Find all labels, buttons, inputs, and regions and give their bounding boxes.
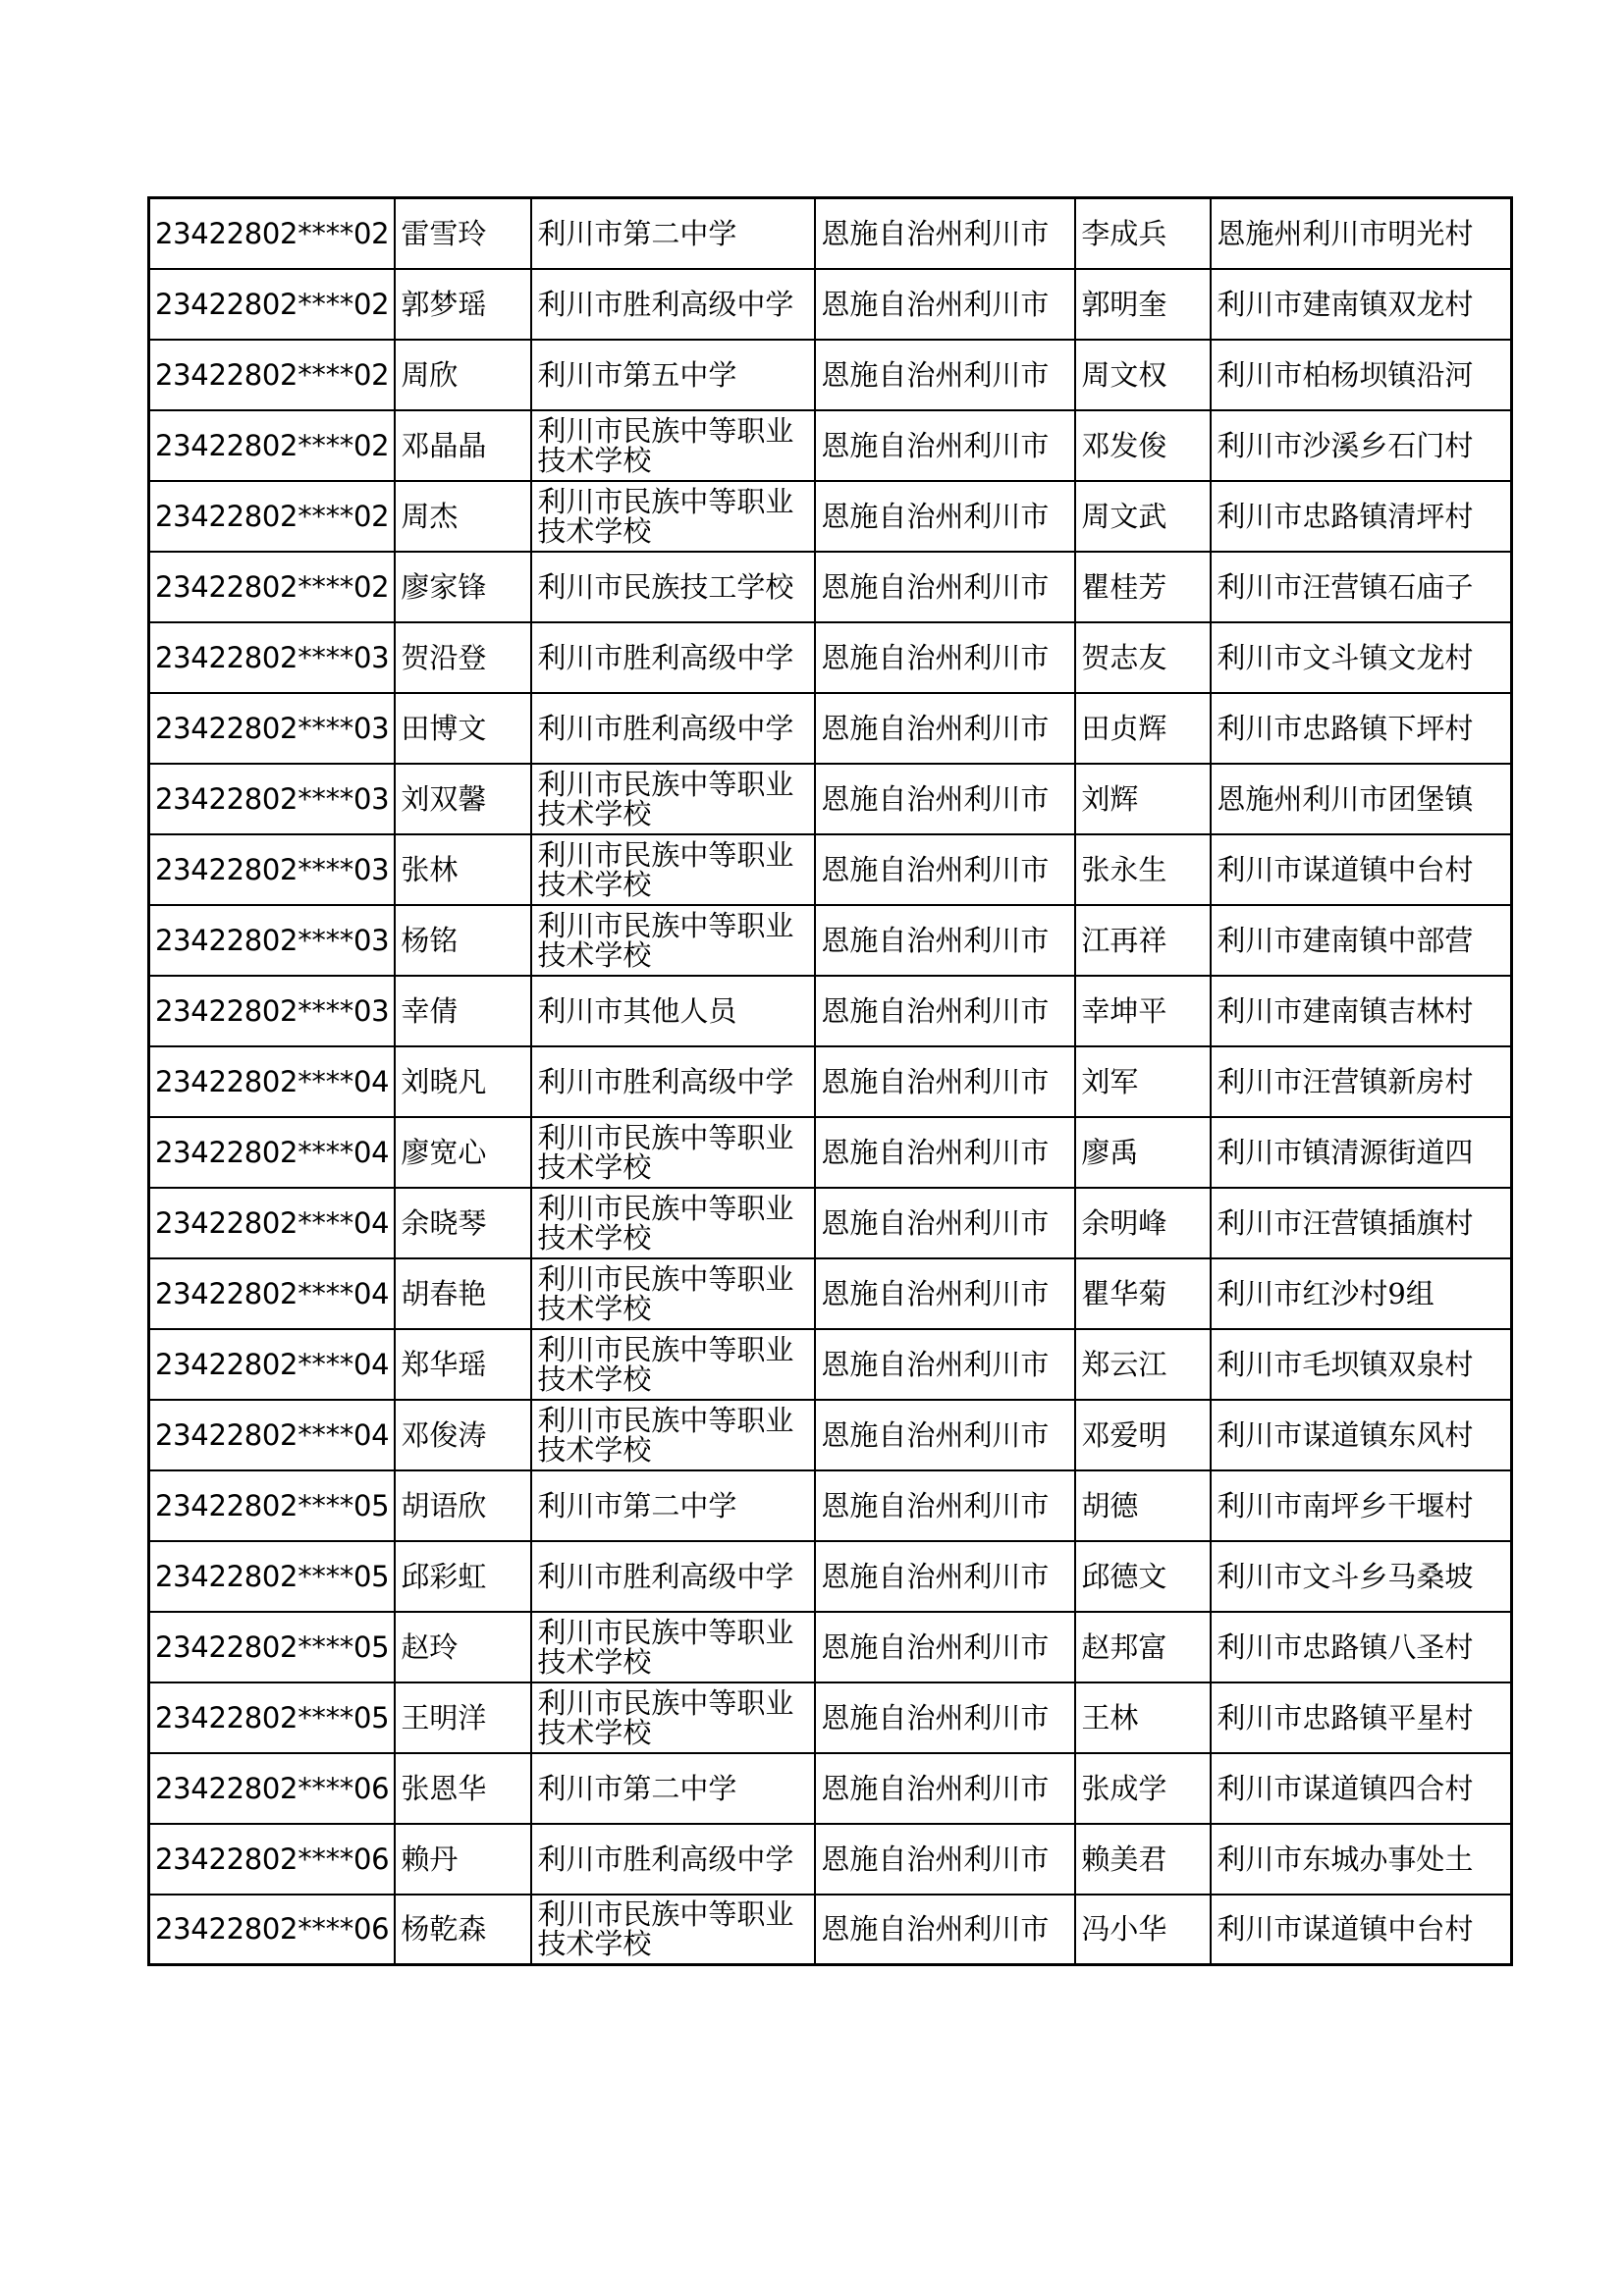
school-cell — [531, 1612, 815, 1682]
region-cell: 恩施自治州利川市 — [815, 764, 1075, 834]
student-name-cell: 胡春艳 — [395, 1258, 531, 1329]
region-cell: 恩施自治州利川市 — [815, 1046, 1075, 1117]
school-name-line: 利川市民族中等职业 — [537, 767, 794, 801]
table-row — [149, 1682, 1512, 1753]
table-row — [149, 1258, 1512, 1329]
student-name-cell: 王明洋 — [395, 1682, 531, 1753]
record-id-cell: 23422802****05 — [149, 1541, 396, 1612]
address-cell: 利川市汪营镇石庙子 — [1211, 552, 1511, 622]
school-cell — [531, 1895, 815, 1965]
region-cell: 恩施自治州利川市 — [815, 481, 1075, 552]
guardian-name-cell: 赵邦富 — [1075, 1612, 1211, 1682]
guardian-name-cell: 周文武 — [1075, 481, 1211, 552]
address-cell: 利川市谋道镇中台村 — [1211, 834, 1511, 905]
school-cell — [531, 1258, 815, 1329]
school-name-line: 技术学校 — [537, 1291, 652, 1325]
school-name-line: 利川市胜利高级中学 — [537, 640, 794, 674]
roster-table-body — [149, 198, 1512, 1965]
school-name-line: 利川市民族中等职业 — [537, 1332, 794, 1366]
school-name-line: 利川市第二中学 — [537, 1488, 737, 1522]
guardian-name-cell: 瞿桂芳 — [1075, 552, 1211, 622]
region-cell: 恩施自治州利川市 — [815, 1895, 1075, 1965]
table-row — [149, 552, 1512, 622]
guardian-name-cell: 郭明奎 — [1075, 269, 1211, 340]
region-cell: 恩施自治州利川市 — [815, 1188, 1075, 1258]
student-name-cell: 贺沿登 — [395, 622, 531, 693]
school-name-line: 利川市胜利高级中学 — [537, 1064, 794, 1098]
table-row — [149, 976, 1512, 1046]
record-id-cell: 23422802****05 — [149, 1682, 396, 1753]
student-name-cell: 胡语欣 — [395, 1470, 531, 1541]
school-name-line: 利川市民族中等职业 — [537, 837, 794, 872]
region-cell: 恩施自治州利川市 — [815, 1329, 1075, 1400]
address-cell: 利川市文斗乡马桑坡 — [1211, 1541, 1511, 1612]
record-id-cell: 23422802****02 — [149, 410, 396, 481]
address-cell: 利川市建南镇吉林村 — [1211, 976, 1511, 1046]
student-name-cell: 赖丹 — [395, 1824, 531, 1895]
student-name-cell: 田博文 — [395, 693, 531, 764]
region-cell: 恩施自治州利川市 — [815, 1400, 1075, 1470]
school-name-line: 利川市胜利高级中学 — [537, 1842, 794, 1876]
record-id-cell: 23422802****03 — [149, 976, 396, 1046]
record-id-cell: 23422802****06 — [149, 1824, 396, 1895]
student-name-cell: 幸倩 — [395, 976, 531, 1046]
address-cell: 利川市柏杨坝镇沿河 — [1211, 340, 1511, 410]
school-cell — [531, 1682, 815, 1753]
school-name-line: 技术学校 — [537, 1432, 652, 1467]
table-row — [149, 1824, 1512, 1895]
address-cell: 利川市忠路镇八圣村 — [1211, 1612, 1511, 1682]
guardian-name-cell: 王林 — [1075, 1682, 1211, 1753]
region-cell: 恩施自治州利川市 — [815, 1612, 1075, 1682]
record-id-cell: 23422802****02 — [149, 340, 396, 410]
school-name-line: 利川市胜利高级中学 — [537, 711, 794, 745]
address-cell: 利川市东城办事处土 — [1211, 1824, 1511, 1895]
school-cell — [531, 340, 815, 410]
address-cell: 利川市谋道镇中台村 — [1211, 1895, 1511, 1965]
region-cell: 恩施自治州利川市 — [815, 552, 1075, 622]
guardian-name-cell: 江再祥 — [1075, 905, 1211, 976]
address-cell: 利川市忠路镇平星村 — [1211, 1682, 1511, 1753]
school-name-line: 利川市胜利高级中学 — [537, 287, 794, 321]
record-id-cell: 23422802****03 — [149, 693, 396, 764]
region-cell: 恩施自治州利川市 — [815, 340, 1075, 410]
guardian-name-cell: 李成兵 — [1075, 198, 1211, 269]
guardian-name-cell: 周文权 — [1075, 340, 1211, 410]
record-id-cell: 23422802****04 — [149, 1046, 396, 1117]
student-name-cell: 周欣 — [395, 340, 531, 410]
record-id-cell: 23422802****02 — [149, 552, 396, 622]
school-name-line: 技术学校 — [537, 513, 652, 548]
region-cell: 恩施自治州利川市 — [815, 693, 1075, 764]
region-cell: 恩施自治州利川市 — [815, 1117, 1075, 1188]
school-cell — [531, 1117, 815, 1188]
student-name-cell: 郑华瑶 — [395, 1329, 531, 1400]
table-row — [149, 1329, 1512, 1400]
student-name-cell: 余晓琴 — [395, 1188, 531, 1258]
school-cell — [531, 1753, 815, 1824]
table-row — [149, 834, 1512, 905]
address-cell: 利川市忠路镇清坪村 — [1211, 481, 1511, 552]
student-name-cell: 杨铭 — [395, 905, 531, 976]
table-row — [149, 1046, 1512, 1117]
school-name-line: 技术学校 — [537, 937, 652, 972]
address-cell: 利川市建南镇双龙村 — [1211, 269, 1511, 340]
student-name-cell: 邱彩虹 — [395, 1541, 531, 1612]
guardian-name-cell: 余明峰 — [1075, 1188, 1211, 1258]
student-name-cell: 郭梦瑶 — [395, 269, 531, 340]
student-name-cell: 邓俊涛 — [395, 1400, 531, 1470]
school-name-line: 利川市其他人员 — [537, 993, 737, 1028]
school-name-line: 利川市第二中学 — [537, 216, 737, 250]
school-cell — [531, 1188, 815, 1258]
guardian-name-cell: 幸坤平 — [1075, 976, 1211, 1046]
school-cell — [531, 1329, 815, 1400]
region-cell: 恩施自治州利川市 — [815, 1541, 1075, 1612]
school-name-line: 利川市第二中学 — [537, 1771, 737, 1805]
school-name-line: 利川市民族中等职业 — [537, 484, 794, 518]
school-cell — [531, 834, 815, 905]
guardian-name-cell: 刘军 — [1075, 1046, 1211, 1117]
table-row — [149, 905, 1512, 976]
school-name-line: 技术学校 — [537, 796, 652, 830]
school-name-line: 利川市民族中等职业 — [537, 1403, 794, 1437]
region-cell: 恩施自治州利川市 — [815, 1753, 1075, 1824]
school-name-line: 技术学校 — [537, 867, 652, 901]
record-id-cell: 23422802****02 — [149, 481, 396, 552]
school-name-line: 利川市民族中等职业 — [537, 413, 794, 448]
student-name-cell: 张林 — [395, 834, 531, 905]
guardian-name-cell: 张永生 — [1075, 834, 1211, 905]
table-row — [149, 1188, 1512, 1258]
guardian-name-cell: 胡德 — [1075, 1470, 1211, 1541]
school-name-line: 利川市民族中等职业 — [537, 1191, 794, 1225]
school-cell — [531, 905, 815, 976]
region-cell: 恩施自治州利川市 — [815, 269, 1075, 340]
address-cell: 利川市忠路镇下坪村 — [1211, 693, 1511, 764]
guardian-name-cell: 冯小华 — [1075, 1895, 1211, 1965]
table-row — [149, 622, 1512, 693]
table-row — [149, 269, 1512, 340]
region-cell: 恩施自治州利川市 — [815, 198, 1075, 269]
guardian-name-cell: 邱德文 — [1075, 1541, 1211, 1612]
region-cell: 恩施自治州利川市 — [815, 410, 1075, 481]
table-row — [149, 410, 1512, 481]
school-cell — [531, 1824, 815, 1895]
school-name-line: 利川市民族中等职业 — [537, 1261, 794, 1296]
school-name-line: 利川市第五中学 — [537, 357, 737, 392]
record-id-cell: 23422802****05 — [149, 1470, 396, 1541]
school-cell — [531, 552, 815, 622]
school-name-line: 技术学校 — [537, 1927, 652, 1961]
roster-table — [147, 196, 1513, 1966]
school-name-line: 技术学校 — [537, 443, 652, 477]
guardian-name-cell: 瞿华菊 — [1075, 1258, 1211, 1329]
school-name-line: 利川市胜利高级中学 — [537, 1559, 794, 1593]
table-row — [149, 1400, 1512, 1470]
table-row — [149, 1117, 1512, 1188]
address-cell: 利川市谋道镇四合村 — [1211, 1753, 1511, 1824]
record-id-cell: 23422802****03 — [149, 834, 396, 905]
school-name-line: 技术学校 — [537, 1220, 652, 1255]
school-name-line: 技术学校 — [537, 1362, 652, 1396]
record-id-cell: 23422802****02 — [149, 198, 396, 269]
school-name-line: 技术学校 — [537, 1644, 652, 1679]
address-cell: 利川市谋道镇东风村 — [1211, 1400, 1511, 1470]
record-id-cell: 23422802****04 — [149, 1117, 396, 1188]
student-name-cell: 刘双馨 — [395, 764, 531, 834]
student-name-cell: 张恩华 — [395, 1753, 531, 1824]
record-id-cell: 23422802****04 — [149, 1188, 396, 1258]
guardian-name-cell: 廖禹 — [1075, 1117, 1211, 1188]
guardian-name-cell: 邓发俊 — [1075, 410, 1211, 481]
school-cell — [531, 764, 815, 834]
school-name-line: 利川市民族中等职业 — [537, 908, 794, 942]
guardian-name-cell: 贺志友 — [1075, 622, 1211, 693]
school-name-line: 利川市民族技工学校 — [537, 569, 794, 604]
record-id-cell: 23422802****03 — [149, 764, 396, 834]
school-name-line: 技术学校 — [537, 1715, 652, 1749]
school-cell — [531, 622, 815, 693]
school-name-line: 利川市民族中等职业 — [537, 1685, 794, 1720]
region-cell: 恩施自治州利川市 — [815, 1470, 1075, 1541]
region-cell: 恩施自治州利川市 — [815, 976, 1075, 1046]
record-id-cell: 23422802****05 — [149, 1612, 396, 1682]
record-id-cell: 23422802****03 — [149, 622, 396, 693]
school-cell — [531, 410, 815, 481]
school-cell — [531, 1470, 815, 1541]
student-name-cell: 刘晓凡 — [395, 1046, 531, 1117]
guardian-name-cell: 刘辉 — [1075, 764, 1211, 834]
region-cell: 恩施自治州利川市 — [815, 834, 1075, 905]
school-cell — [531, 269, 815, 340]
table-row — [149, 481, 1512, 552]
student-name-cell: 雷雪玲 — [395, 198, 531, 269]
table-row — [149, 1612, 1512, 1682]
school-name-line: 技术学校 — [537, 1149, 652, 1184]
address-cell: 利川市文斗镇文龙村 — [1211, 622, 1511, 693]
address-cell: 利川市红沙村9组 — [1211, 1258, 1511, 1329]
record-id-cell: 23422802****02 — [149, 269, 396, 340]
table-row — [149, 764, 1512, 834]
address-cell: 恩施州利川市明光村 — [1211, 198, 1511, 269]
address-cell: 利川市建南镇中部营 — [1211, 905, 1511, 976]
student-name-cell: 廖家锋 — [395, 552, 531, 622]
region-cell: 恩施自治州利川市 — [815, 622, 1075, 693]
school-name-line: 利川市民族中等职业 — [537, 1897, 794, 1932]
region-cell: 恩施自治州利川市 — [815, 905, 1075, 976]
school-name-line: 利川市民族中等职业 — [537, 1615, 794, 1649]
school-cell — [531, 1046, 815, 1117]
address-cell: 利川市南坪乡干堰村 — [1211, 1470, 1511, 1541]
school-cell — [531, 198, 815, 269]
guardian-name-cell: 郑云江 — [1075, 1329, 1211, 1400]
record-id-cell: 23422802****04 — [149, 1400, 396, 1470]
school-cell — [531, 693, 815, 764]
record-id-cell: 23422802****04 — [149, 1329, 396, 1400]
student-name-cell: 赵玲 — [395, 1612, 531, 1682]
school-cell — [531, 976, 815, 1046]
table-row — [149, 340, 1512, 410]
record-id-cell: 23422802****03 — [149, 905, 396, 976]
student-name-cell: 杨乾森 — [395, 1895, 531, 1965]
address-cell: 恩施州利川市团堡镇 — [1211, 764, 1511, 834]
region-cell: 恩施自治州利川市 — [815, 1824, 1075, 1895]
school-name-line: 利川市民族中等职业 — [537, 1120, 794, 1154]
guardian-name-cell: 田贞辉 — [1075, 693, 1211, 764]
address-cell: 利川市汪营镇新房村 — [1211, 1046, 1511, 1117]
address-cell: 利川市汪营镇插旗村 — [1211, 1188, 1511, 1258]
student-name-cell: 周杰 — [395, 481, 531, 552]
address-cell: 利川市毛坝镇双泉村 — [1211, 1329, 1511, 1400]
guardian-name-cell: 邓爱明 — [1075, 1400, 1211, 1470]
table-row — [149, 198, 1512, 269]
table-row — [149, 1753, 1512, 1824]
table-row — [149, 693, 1512, 764]
guardian-name-cell: 赖美君 — [1075, 1824, 1211, 1895]
student-name-cell: 廖宽心 — [395, 1117, 531, 1188]
school-cell — [531, 1541, 815, 1612]
table-row — [149, 1895, 1512, 1965]
student-name-cell: 邓晶晶 — [395, 410, 531, 481]
table-row — [149, 1541, 1512, 1612]
school-cell — [531, 481, 815, 552]
table-row — [149, 1470, 1512, 1541]
school-cell — [531, 1400, 815, 1470]
record-id-cell: 23422802****06 — [149, 1753, 396, 1824]
address-cell: 利川市镇清源街道四 — [1211, 1117, 1511, 1188]
record-id-cell: 23422802****04 — [149, 1258, 396, 1329]
guardian-name-cell: 张成学 — [1075, 1753, 1211, 1824]
region-cell: 恩施自治州利川市 — [815, 1258, 1075, 1329]
address-cell: 利川市沙溪乡石门村 — [1211, 410, 1511, 481]
region-cell: 恩施自治州利川市 — [815, 1682, 1075, 1753]
record-id-cell: 23422802****06 — [149, 1895, 396, 1965]
